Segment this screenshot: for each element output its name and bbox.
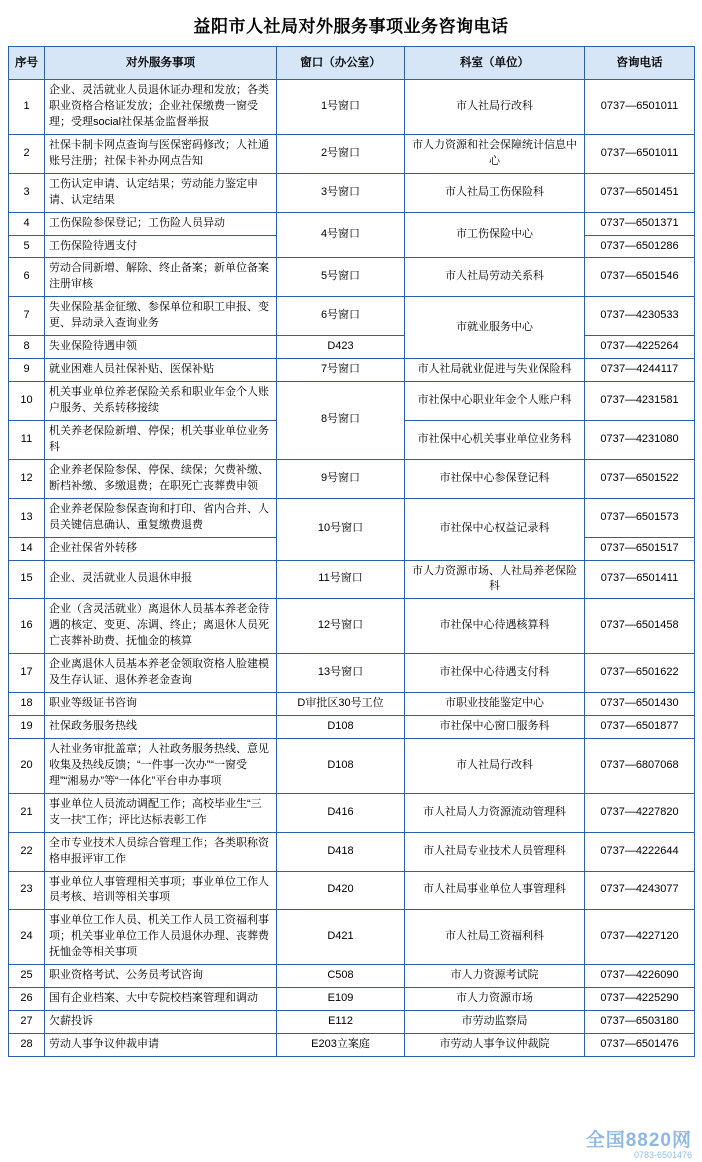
cell-phone: 0737—4243077: [585, 871, 695, 910]
cell-window: E112: [277, 1011, 405, 1034]
table-header-row: [9, 47, 695, 80]
cell-index: 12: [9, 459, 45, 498]
cell-phone: 0737—4225290: [585, 988, 695, 1011]
cell-phone: 0737—6501622: [585, 654, 695, 693]
cell-service-item: 工伤保险待遇支付: [45, 235, 277, 258]
cell-phone: 0737—4225264: [585, 336, 695, 359]
cell-department: 市人力资源和社会保障统计信息中心: [405, 134, 585, 173]
cell-service-item: 机关事业单位养老保险关系和职业年金个人账户服务、关系转移接续: [45, 382, 277, 421]
cell-department: 市社保中心职业年金个人账户科: [405, 382, 585, 421]
cell-window: 9号窗口: [277, 459, 405, 498]
cell-window: 10号窗口: [277, 498, 405, 560]
cell-window: 7号窗口: [277, 359, 405, 382]
cell-service-item: 事业单位人员流动调配工作；高校毕业生“三支一扶”工作；评比达标表彰工作: [45, 793, 277, 832]
cell-window: C508: [277, 965, 405, 988]
table-row: [9, 258, 695, 297]
cell-service-item: 劳动合同新增、解除、终止备案；新单位备案注册审核: [45, 258, 277, 297]
table-row: [9, 693, 695, 716]
watermark-subtext: 0783-6501476: [633, 1150, 692, 1160]
table-row: [9, 134, 695, 173]
cell-service-item: 企业社保省外转移: [45, 537, 277, 560]
column-header-window: 窗口（办公室）: [277, 47, 405, 80]
table-header: [9, 47, 695, 80]
column-header-department: 科室（单位）: [405, 47, 585, 80]
cell-service-item: 工伤保险参保登记；工伤险人员异动: [45, 212, 277, 235]
cell-phone: 0737—6501877: [585, 716, 695, 739]
cell-department: 市社保中心参保登记科: [405, 459, 585, 498]
cell-index: 1: [9, 80, 45, 135]
cell-window: 3号窗口: [277, 173, 405, 212]
cell-window: D418: [277, 832, 405, 871]
cell-department: 市人力资源考试院: [405, 965, 585, 988]
cell-service-item: 工伤认定申请、认定结果；劳动能力鉴定申请、认定结果: [45, 173, 277, 212]
cell-window: D审批区30号工位: [277, 693, 405, 716]
cell-index: 24: [9, 910, 45, 965]
table-row: [9, 910, 695, 965]
cell-service-item: 全市专业技术人员综合管理工作；各类职称资格申报评审工作: [45, 832, 277, 871]
cell-window: 8号窗口: [277, 382, 405, 460]
cell-phone: 0737—4226090: [585, 965, 695, 988]
cell-department: 市就业服务中心: [405, 297, 585, 359]
cell-department: 市人社局专业技术人员管理科: [405, 832, 585, 871]
cell-department: 市人社局事业单位人事管理科: [405, 871, 585, 910]
cell-service-item: 企业、灵活就业人员退休证办理和发放；各类职业资格合格证发放；企业社保缴费一窗受理；受理social社保基金监督举报: [45, 80, 277, 135]
cell-department: 市社保中心待遇核算科: [405, 599, 585, 654]
cell-department: 市人社局行改科: [405, 738, 585, 793]
cell-service-item: 社保卡制卡网点查询与医保密码修改；人社通账号注册；社保卡补办网点告知: [45, 134, 277, 173]
table-row: [9, 212, 695, 235]
table-row: [9, 832, 695, 871]
table-body: [9, 80, 695, 1057]
cell-department: 市职业技能鉴定中心: [405, 693, 585, 716]
cell-service-item: 事业单位工作人员、机关工作人员工资福利事项；机关事业单位工作人员退休办理、丧葬费抚恤金等相关事项: [45, 910, 277, 965]
cell-phone: 0737—6501517: [585, 537, 695, 560]
cell-department: 市劳动监察局: [405, 1011, 585, 1034]
cell-phone: 0737—4231080: [585, 420, 695, 459]
cell-index: 4: [9, 212, 45, 235]
table-row: [9, 359, 695, 382]
cell-service-item: 职业资格考试、公务员考试咨询: [45, 965, 277, 988]
cell-phone: 0737—6501458: [585, 599, 695, 654]
cell-index: 15: [9, 560, 45, 599]
cell-service-item: 职业等级证书咨询: [45, 693, 277, 716]
cell-service-item: 就业困难人员社保补贴、医保补贴: [45, 359, 277, 382]
cell-service-item: 国有企业档案、大中专院校档案管理和调动: [45, 988, 277, 1011]
cell-department: 市社保中心权益记录科: [405, 498, 585, 560]
cell-window: D416: [277, 793, 405, 832]
table-row: [9, 498, 695, 537]
cell-phone: 0737—4222644: [585, 832, 695, 871]
cell-index: 8: [9, 336, 45, 359]
cell-index: 3: [9, 173, 45, 212]
cell-window: D108: [277, 716, 405, 739]
table-row: [9, 1034, 695, 1057]
table-row: [9, 560, 695, 599]
table-row: [9, 988, 695, 1011]
cell-window: 5号窗口: [277, 258, 405, 297]
cell-window: D420: [277, 871, 405, 910]
column-header-phone: 咨询电话: [585, 47, 695, 80]
cell-service-item: 欠薪投诉: [45, 1011, 277, 1034]
cell-phone: 0737—6501476: [585, 1034, 695, 1057]
cell-window: 1号窗口: [277, 80, 405, 135]
cell-phone: 0737—6807068: [585, 738, 695, 793]
cell-phone: 0737—6501430: [585, 693, 695, 716]
cell-service-item: 社保政务服务热线: [45, 716, 277, 739]
cell-phone: 0737—6503180: [585, 1011, 695, 1034]
cell-department: 市人社局就业促进与失业保险科: [405, 359, 585, 382]
cell-index: 18: [9, 693, 45, 716]
cell-index: 21: [9, 793, 45, 832]
cell-window: E203立案庭: [277, 1034, 405, 1057]
cell-index: 13: [9, 498, 45, 537]
table-row: [9, 1011, 695, 1034]
cell-service-item: 企业（含灵活就业）离退休人员基本养老金待遇的核定、变更、冻调、终止；离退休人员死亡丧葬补助费、抚恤金的核算: [45, 599, 277, 654]
cell-phone: 0737—6501011: [585, 80, 695, 135]
service-phone-table: [8, 46, 695, 1057]
cell-service-item: 失业保险待遇申领: [45, 336, 277, 359]
cell-phone: 0737—6501411: [585, 560, 695, 599]
table-row: [9, 297, 695, 336]
table-row: [9, 459, 695, 498]
cell-phone: 0737—4227820: [585, 793, 695, 832]
table-row: [9, 793, 695, 832]
cell-service-item: 企业养老保险参保、停保、续保；欠费补缴、断档补缴、多缴退费；在职死亡丧葬费申领: [45, 459, 277, 498]
table-row: [9, 871, 695, 910]
table-row: [9, 80, 695, 135]
cell-index: 22: [9, 832, 45, 871]
cell-phone: 0737—6501451: [585, 173, 695, 212]
table-row: [9, 336, 695, 359]
cell-index: 23: [9, 871, 45, 910]
cell-department: 市劳动人事争议仲裁院: [405, 1034, 585, 1057]
cell-department: 市人力资源市场、人社局养老保险科: [405, 560, 585, 599]
table-row: [9, 654, 695, 693]
cell-service-item: 企业养老保险参保查询和打印、省内合并、人员关键信息确认、重复缴费退费: [45, 498, 277, 537]
cell-department: 市社保中心窗口服务科: [405, 716, 585, 739]
cell-phone: 0737—6501546: [585, 258, 695, 297]
cell-phone: 0737—6501286: [585, 235, 695, 258]
cell-service-item: 机关养老保险新增、停保；机关事业单位业务科: [45, 420, 277, 459]
cell-index: 11: [9, 420, 45, 459]
column-header-index: 序号: [9, 47, 45, 80]
cell-service-item: 失业保险基金征缴、参保单位和职工申报、变更、异动录入查询业务: [45, 297, 277, 336]
cell-index: 19: [9, 716, 45, 739]
cell-index: 5: [9, 235, 45, 258]
cell-service-item: 人社业务审批盖章；人社政务服务热线、意见收集及热线反馈；“一件事一次办”“一窗受理”“湘易办”等“一体化”平台申办事项: [45, 738, 277, 793]
cell-index: 26: [9, 988, 45, 1011]
table-row: [9, 716, 695, 739]
cell-department: 市社保中心待遇支付科: [405, 654, 585, 693]
cell-index: 17: [9, 654, 45, 693]
cell-phone: 0737—4227120: [585, 910, 695, 965]
cell-window: D108: [277, 738, 405, 793]
table-row: [9, 382, 695, 421]
watermark-text: 全国8820网: [585, 1130, 692, 1151]
cell-index: 16: [9, 599, 45, 654]
table-row: [9, 965, 695, 988]
cell-phone: 0737—4231581: [585, 382, 695, 421]
cell-window: 2号窗口: [277, 134, 405, 173]
cell-department: 市人社局工资福利科: [405, 910, 585, 965]
cell-index: 28: [9, 1034, 45, 1057]
cell-window: 11号窗口: [277, 560, 405, 599]
table-row: [9, 738, 695, 793]
cell-phone: 0737—6501371: [585, 212, 695, 235]
cell-service-item: 企业、灵活就业人员退休申报: [45, 560, 277, 599]
cell-phone: 0737—4244117: [585, 359, 695, 382]
cell-department: 市工伤保险中心: [405, 212, 585, 258]
column-header-service-item: 对外服务事项: [45, 47, 277, 80]
cell-window: E109: [277, 988, 405, 1011]
cell-window: D423: [277, 336, 405, 359]
cell-index: 20: [9, 738, 45, 793]
cell-department: 市人社局行改科: [405, 80, 585, 135]
cell-index: 9: [9, 359, 45, 382]
cell-index: 6: [9, 258, 45, 297]
cell-index: 2: [9, 134, 45, 173]
cell-department: 市人力资源市场: [405, 988, 585, 1011]
cell-window: D421: [277, 910, 405, 965]
cell-phone: 0737—6501522: [585, 459, 695, 498]
watermark: [586, 1125, 692, 1160]
table-row: [9, 599, 695, 654]
cell-department: 市人社局劳动关系科: [405, 258, 585, 297]
cell-service-item: 劳动人事争议仲裁申请: [45, 1034, 277, 1057]
page-title: 益阳市人社局对外服务事项业务咨询电话: [193, 17, 509, 36]
cell-service-item: 企业离退休人员基本养老金领取资格人脸建模及生存认证、退休养老金查询: [45, 654, 277, 693]
cell-service-item: 事业单位人事管理相关事项；事业单位工作人员考核、培训等相关事项: [45, 871, 277, 910]
cell-department: 市社保中心机关事业单位业务科: [405, 420, 585, 459]
cell-phone: 0737—6501573: [585, 498, 695, 537]
cell-index: 10: [9, 382, 45, 421]
cell-index: 27: [9, 1011, 45, 1034]
table-row: [9, 173, 695, 212]
cell-window: 13号窗口: [277, 654, 405, 693]
cell-index: 7: [9, 297, 45, 336]
cell-phone: 0737—6501011: [585, 134, 695, 173]
cell-department: 市人社局人力资源流动管理科: [405, 793, 585, 832]
cell-phone: 0737—4230533: [585, 297, 695, 336]
cell-department: 市人社局工伤保险科: [405, 173, 585, 212]
cell-index: 25: [9, 965, 45, 988]
cell-window: 12号窗口: [277, 599, 405, 654]
cell-window: 6号窗口: [277, 297, 405, 336]
cell-index: 14: [9, 537, 45, 560]
cell-window: 4号窗口: [277, 212, 405, 258]
